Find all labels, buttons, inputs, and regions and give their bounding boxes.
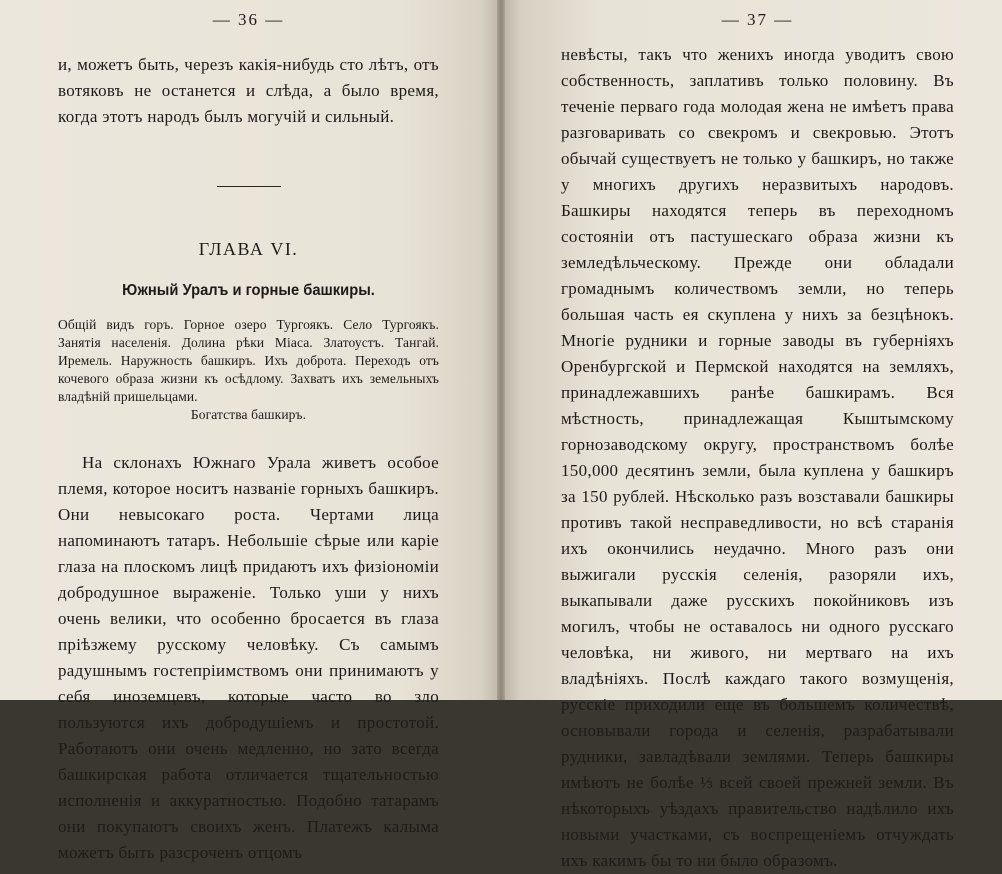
chapter-summary bbox=[58, 316, 439, 424]
page-number-right: — 37 — bbox=[721, 10, 794, 29]
right-main-paragraph bbox=[561, 42, 954, 874]
chapter-number: ГЛАВА VI. bbox=[198, 239, 299, 259]
book-gutter bbox=[497, 0, 505, 700]
left-main-paragraph bbox=[58, 450, 439, 866]
chapter-title: Южный Уралъ и горные башкиры. bbox=[122, 282, 375, 299]
left-intro-text: и, можетъ быть, черезъ какія-нибудь сто лѣтъ, отъ вотяковъ не останется и слѣда, а было время, когда этотъ народъ былъ могучій и сильный. bbox=[58, 55, 439, 126]
chapter-summary-text: Общій видъ горъ. Горное озеро Тургоякъ. Село Тургоякъ. Занятія населенія. Долина рѣки Міаса. Златоустъ. Тангай. Иремель. Наружность башкиръ. Ихъ доброта. Переходъ отъ кочевого образа жизни къ осѣдлому. Захватъ ихъ земельныхъ владѣній пришельцами. bbox=[58, 317, 439, 404]
left-main-text: На склонахъ Южнаго Урала живетъ особое племя, которое носитъ названіе горныхъ башкиръ. Они невысокаго роста. Чертами лица напоминаютъ татаръ. Небольшіе сѣрые или каріе глаза на плоскомъ лицѣ придаютъ ихъ физіономіи добродушное выраженіе. Только уши у нихъ очень велики, что особенно бросается въ глаза пріѣзжему русскому человѣку. Съ самымъ радушнымъ гостепріимствомъ они принимаютъ у себя иноземцевъ, которые часто во зло пользуются ихъ добродушіемъ и простотой. Работаютъ они очень медленно, но зато всегда башкирская работа отличается тщательностью исполненія и аккуратностью. Подобно татарамъ они покупаютъ своихъ женъ. Платежъ калыма можетъ быть разсроченъ отцомъ bbox=[58, 453, 439, 862]
right-page bbox=[501, 0, 1002, 870]
chapter-summary-last: Богатства башкиръ. bbox=[190, 407, 307, 422]
right-main-text: невѣсты, такъ что женихъ иногда уводитъ свою собственность, заплативъ только половину. Въ теченіе перваго года молодая жена не имѣетъ права разговаривать со свекромъ и свекровью. Этотъ обычай существуетъ не только у башкиръ, но также у многихъ другихъ неразвитыхъ народовъ. Башкиры находятся теперь въ переходномъ состояніи отъ пастушескаго образа жизни къ земледѣльческому. Прежде они обладали громаднымъ количествомъ земли, но теперь большая часть ея скуплена у нихъ за безцѣнокъ. Многіе рудники и горные заводы въ губерніяхъ Оренбургской и Пермской находятся на земляхъ, принадлежавшихъ ранѣе башкирамъ. Вся мѣстность, принадлежащая Кыштымскому горнозаводскому округу, пространствомъ болѣе 150,000 десятинъ земли, была куплена у башкиръ за 150 рублей. Нѣсколько разъ возставали башкиры противъ такой несправедливости, но всѣ старанія ихъ окончились неудачно. Много разъ они выжигали русскія селенія, разоряли ихъ, выкапывали даже русскихъ покойниковъ изъ могилъ, чтобы не оставалось ни одного русскаго человѣка, ни живого, ни мертваго на ихъ владѣніяхъ. Послѣ каждаго такого возмущенія, русскіе приходили еще въ большемъ количествѣ, основывали города и селенія, разрабатывали рудники, завладѣвали землями. Теперь башкиры имѣютъ не болѣе ⅓ всей своей прежней земли. Въ нѣкоторыхъ уѣздахъ правительство надѣлило ихъ новыми участками, съ воспрещеніемъ отчуждать ихъ какимъ бы то ни было образомъ. bbox=[561, 45, 954, 870]
section-divider bbox=[217, 186, 281, 187]
left-page bbox=[0, 0, 501, 862]
left-intro-paragraph bbox=[58, 52, 439, 130]
page-number-left: — 36 — bbox=[212, 10, 285, 29]
